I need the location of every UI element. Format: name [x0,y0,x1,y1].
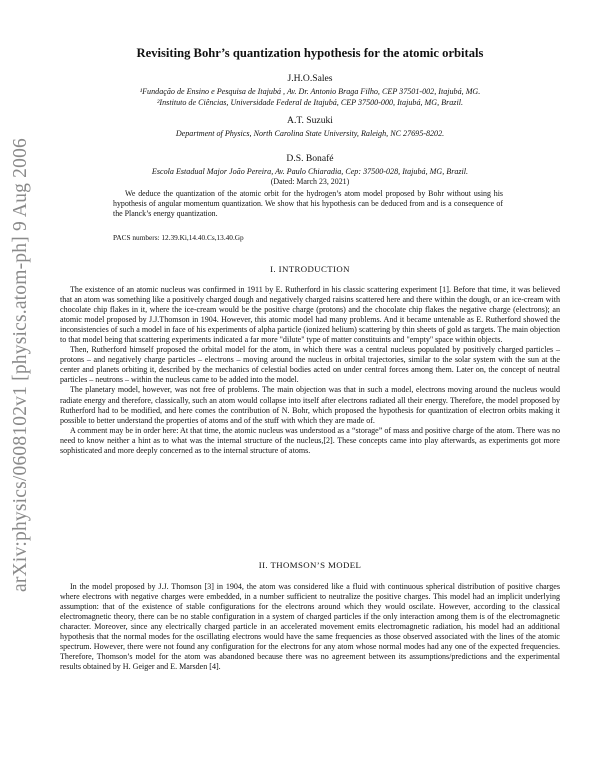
author-name: J.H.O.Sales [287,73,333,84]
paragraph: In the model proposed by J.J. Thomson [3] in 1904, the atom was considered like a fluid with continuous spherical distribution of positive charges where electrons with negative charges were embedded, in a number sufficient to neutralize the positive charges. This model had an implicit underlying assumption: that of the existence of stable configurations for the electrons around which they would oscilate. However, according to the classical electromagnetic theory, there can be no stable configuration in a system of charged particles if the only interaction among them is of the electromagnetic character. Moreover, since any electrically charged particle in an accelerated movement emits electromagnetic radiation, his model had an additional hypothesis that the normal modes for the oscillating electrons would have the same frequencies as those observed associated with the lines of the atomic spectrum. However, there were not found any configuration for the electrons for any atom whose normal modes had any one of the expected frequencies. Therefore, Thomson’s model for the atom was abandoned because there was no agreement between its assumptions/predictions and the experimental results obtained by H. Geiger and E. Marsden [4]. [60,582,560,672]
paragraph: The existence of an atomic nucleus was confirmed in 1911 by E. Rutherford in his classic scattering experiment [1]. Before that time, it was believed that an atom was something like a positively charged dough and negatively charged raisins scattered here and there within the dough, or an ice-cream with chocolate chip flakes in it, where the ice-cream would be the positive charge (protons) and the chocolate chip flakes the negative charge (electrons); an atomic model proposed by J.J.Thomson in 1904. However, this atomic model had many problems. And it became untenable as E. Rutherford showed the inconsistencies of such a model in face of his experiments of alpha particle (ionized helium) scattering by thin sheets of gold as targets. The main objection to that model being that scattering experiments indicated a far more "dilute" type of matter constituints and "empty" space within objects. [60,285,560,345]
author-affiliation: ¹Fundação de Ensino e Pesquisa de Itajubá , Av. Dr. Antonio Braga Filho, CEP 37501-002, Itajubá, MG. [139,87,481,96]
date-line: (Dated: March 23, 2021) [270,177,350,186]
section-body [60,285,560,456]
abstract: We deduce the quantization of the atomic orbit for the hydrogen’s atom model proposed by Bohr without using his hypothesis of angular momentum quantization. We show that his hypothesis can be deduced from and is a consequence of the Planck’s energy quantization. [113,189,503,219]
author-affiliation: ²Instituto de Ciências, Universidade Federal de Itajubá, CEP 37500-000, Itajubá, MG, Brazil. [157,98,463,107]
section-heading: II. THOMSON’S MODEL [258,560,362,570]
pacs-numbers: PACS numbers: 12.39.Ki,14.40.Cs,13.40.Gp [113,233,244,242]
section-heading: I. INTRODUCTION [270,264,350,274]
paragraph: Then, Rutherford himself proposed the orbital model for the atom, in which there was a central nucleus populated by positively charged particles – protons – and negatively charge particles – electrons – moving around the nucleus in orbital trajectories, similar to the solar system with the sun at the center and planets orbiting it, described by the mechanics of celestial bodies acted on under central forces among them. Later on, the concept of neutral particles – neutrons – within the nucleus came to be added into the model. [60,345,560,385]
author-affiliation: Department of Physics, North Carolina State University, Raleigh, NC 27695-8202. [175,129,445,138]
author-affiliation: Escola Estadual Major João Pereira, Av. Paulo Chiaradia, Cep: 37500-028, Itajubá, MG, Brazil. [151,167,469,176]
arxiv-margin-stamp: arXiv:physics/0608102v1 [physics.atom-ph] 9 Aug 2006 [10,138,31,592]
paragraph: The planetary model, however, was not free of problems. The main objection was that in such a model, electrons moving around the nucleus would radiate energy and therefore, classically, such an atom would collapse into itself after electrons radiated all their energy. Therefore, the model proposed by Rutherford had to be modified, and here comes the contribution of N. Bohr, which proposed the hypothesis for quantization of electron orbits making it possible to better understand the properties of atoms and of the stuff with which they are made of. [60,385,560,425]
section-body [60,582,560,672]
paragraph: A comment may be in order here: At that time, the atomic nucleus was understood as a “storage” of mass and positive charge of the atom. There was no need to know neither a hint as to what was the internal structure of the nucleus,[2]. These concepts came into play afterwards, as experiments got more sophisticated and more deeply concerned as to the internal structure of atoms. [60,425,560,455]
paper-title: Revisiting Bohr’s quantization hypothesis for the atomic orbitals [136,46,484,60]
author-name: D.S. Bonafé [286,153,334,164]
author-name: A.T. Suzuki [287,115,333,126]
